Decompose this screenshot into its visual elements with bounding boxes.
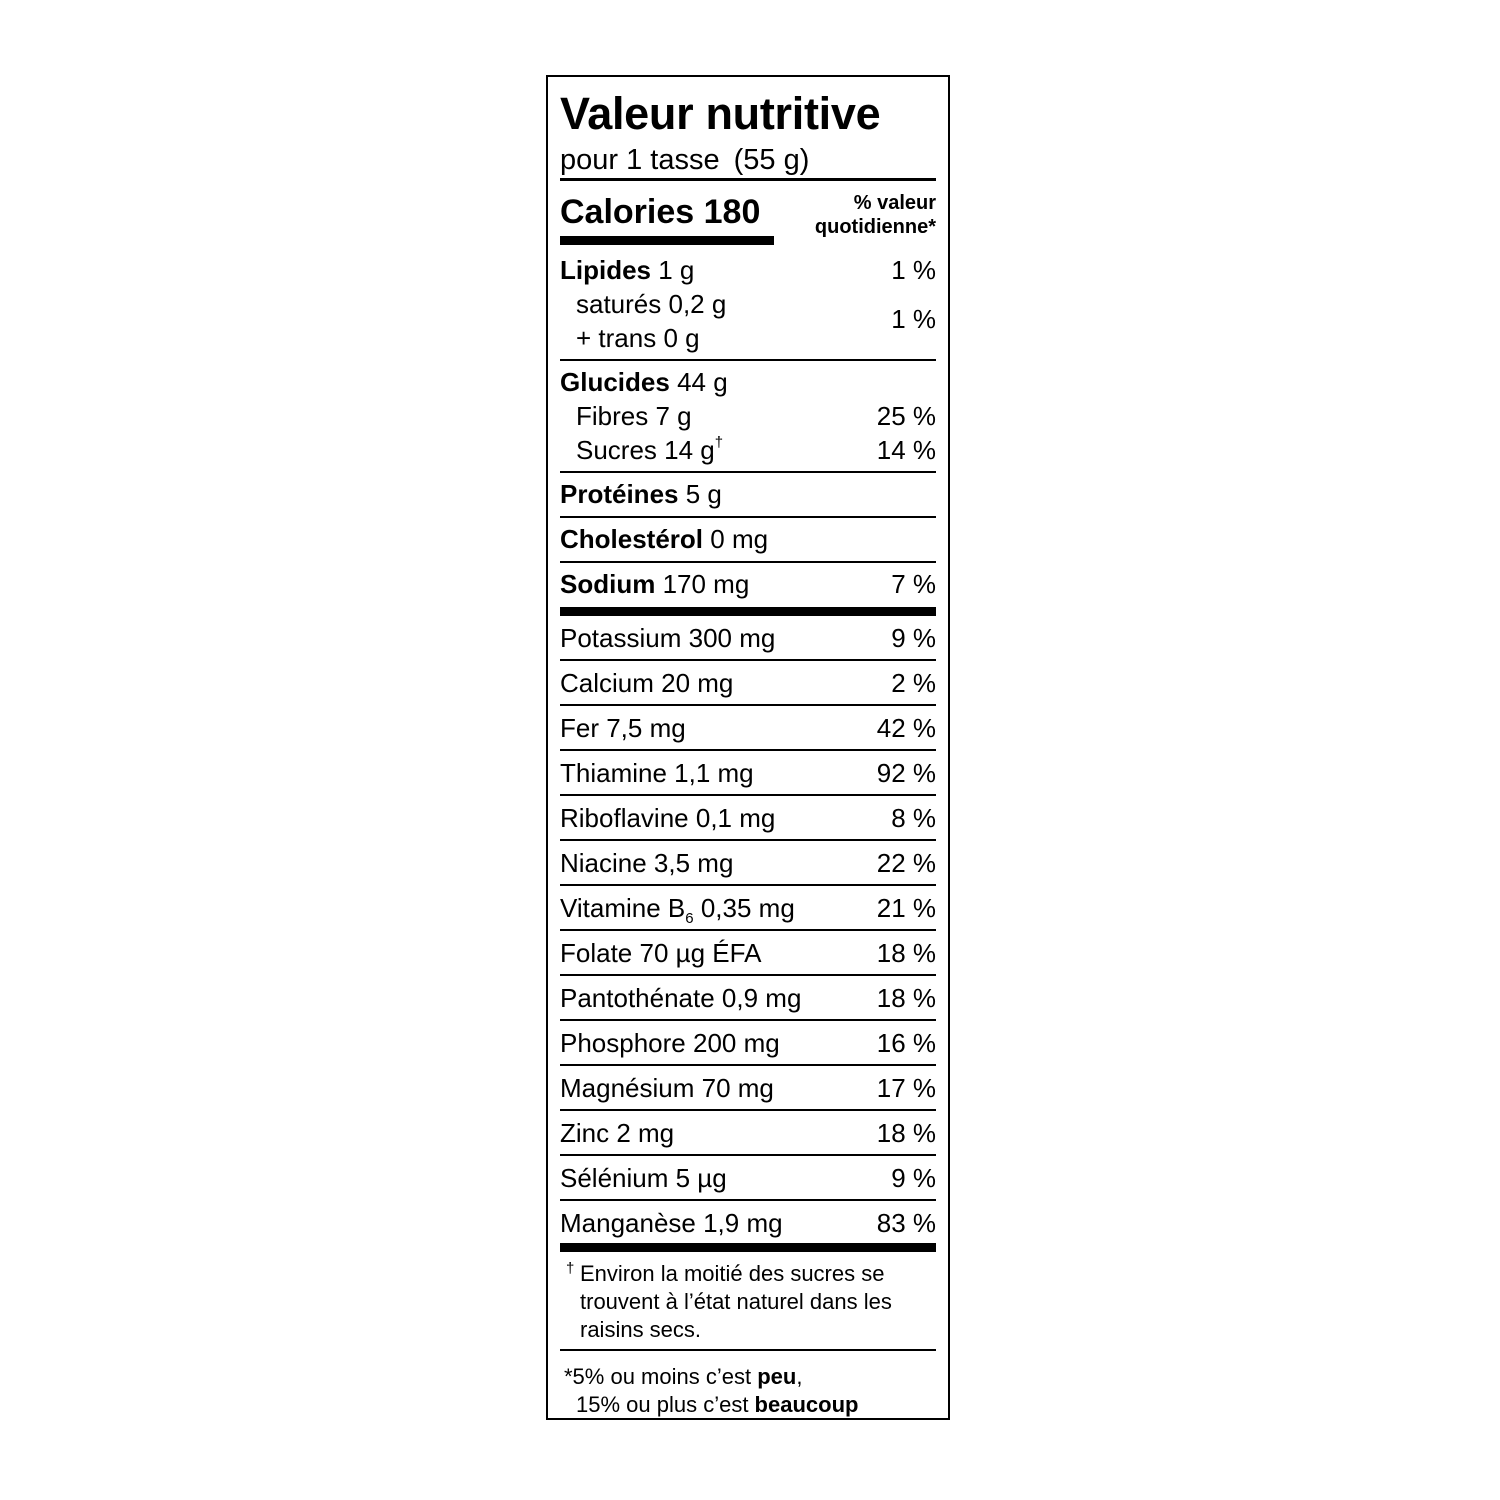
- protein-amount: 5 g: [685, 479, 722, 509]
- nutrient-rule: [560, 1154, 936, 1156]
- dv-note-line1: [564, 1363, 802, 1391]
- calories-line: [560, 192, 760, 232]
- nutrient-dv: 18 %: [876, 938, 936, 968]
- nutrient-rule: [560, 659, 936, 661]
- nutrient-label: Sélénium 5 µg: [560, 1163, 727, 1193]
- sugars-mark: †: [714, 434, 724, 451]
- calories-label: Calories: [560, 193, 695, 231]
- nutrient-rule: [560, 1199, 936, 1201]
- nutrient-label: Calcium 20 mg: [560, 668, 734, 698]
- nutrient-label: Riboflavine 0,1 mg: [560, 803, 776, 833]
- sodium-dv: 7 %: [891, 569, 936, 599]
- nutrient-rule: [560, 794, 936, 796]
- dv-header: [815, 191, 936, 239]
- calories-rule: [560, 236, 774, 245]
- nutrient-label-pre: Vitamine B: [560, 893, 686, 923]
- dv-header-line2: quotidienne*: [814, 216, 936, 238]
- dv-header-line1: % valeur: [853, 192, 936, 214]
- nutrient-label: Niacine 3,5 mg: [560, 848, 734, 878]
- fat-dv: 1 %: [891, 255, 936, 285]
- nutrient-rule: [560, 704, 936, 706]
- sugars-label: Sucres: [576, 435, 657, 465]
- nutrient-label-subscript: 6: [685, 910, 694, 927]
- nutrient-dv: 2 %: [891, 668, 936, 698]
- nutrient-dv: 22 %: [876, 848, 936, 878]
- nutrition-facts-panel: [546, 75, 950, 1420]
- protein-label: Protéines: [560, 479, 679, 509]
- fat-amount: 1 g: [658, 255, 695, 285]
- fibre-amount: 7 g: [655, 401, 692, 431]
- trans-label: + trans: [576, 323, 657, 353]
- nutrient-label: [560, 892, 795, 927]
- saturated-amount: 0,2 g: [668, 289, 727, 319]
- sodium-label: Sodium: [560, 569, 656, 599]
- carbs-label: Glucides: [560, 367, 670, 397]
- serving-amount: (55 g): [733, 144, 810, 176]
- serving-size: [560, 143, 823, 177]
- saturated-label: saturés: [576, 289, 662, 319]
- footnote-rule: [560, 1349, 936, 1351]
- protein-rule: [560, 516, 936, 518]
- nutrient-label: Manganèse 1,9 mg: [560, 1208, 783, 1238]
- nutrient-rule: [560, 1064, 936, 1066]
- serving-prefix: pour 1 tasse: [560, 144, 720, 176]
- nutrient-rule: [560, 929, 936, 931]
- nutrient-label-post: 0,35 mg: [693, 893, 795, 923]
- sodium-thick-rule: [560, 607, 936, 616]
- nutrient-label: Phosphore 200 mg: [560, 1028, 780, 1058]
- nutrient-label: Thiamine 1,1 mg: [560, 758, 754, 788]
- nutrient-rule: [560, 1019, 936, 1021]
- nutrient-dv: 18 %: [876, 1118, 936, 1148]
- nutrient-dv: 42 %: [876, 713, 936, 743]
- footnote-line: trouvent à l’état naturel dans les: [580, 1289, 892, 1314]
- nutrient-dv: 9 %: [891, 623, 936, 653]
- trans-amount: 0 g: [663, 323, 700, 353]
- nutrient-rule: [560, 974, 936, 976]
- fat-label: Lipides: [560, 255, 652, 285]
- dv-note-line2: [576, 1391, 858, 1419]
- nutrient-dv: 92 %: [876, 758, 936, 788]
- nutrient-label: Folate 70 µg ÉFA: [560, 938, 762, 968]
- serving-rule: [560, 178, 936, 181]
- dv-note-line1-text: *5% ou moins c’est: [564, 1364, 758, 1389]
- nutrient-dv: 8 %: [891, 803, 936, 833]
- panel-title: Valeur nutritive: [560, 88, 881, 139]
- cholesterol-label: Cholestérol: [560, 524, 704, 554]
- cholesterol-amount: 0 mg: [710, 524, 769, 554]
- nutrients-thick-rule: [560, 1243, 936, 1252]
- carbs-amount: 44 g: [677, 367, 728, 397]
- sugars-amount: 14 g: [664, 435, 715, 465]
- nutrient-dv: 9 %: [891, 1163, 936, 1193]
- nutrient-rule: [560, 1109, 936, 1111]
- nutrient-label: Fer 7,5 mg: [560, 713, 686, 743]
- nutrient-label: Magnésium 70 mg: [560, 1073, 774, 1103]
- nutrient-label: Pantothénate 0,9 mg: [560, 983, 802, 1013]
- dv-note-high: beaucoup: [754, 1392, 859, 1417]
- sodium-amount: 170 mg: [662, 569, 750, 599]
- dv-note-low: peu: [757, 1364, 797, 1389]
- carbs-rule: [560, 471, 936, 473]
- fibre-dv: 25 %: [876, 401, 936, 431]
- nutrient-dv: 16 %: [876, 1028, 936, 1058]
- nutrient-dv: 17 %: [876, 1073, 936, 1103]
- nutrient-dv: 18 %: [876, 983, 936, 1013]
- footnote-line: Environ la moitié des sucres se: [580, 1261, 885, 1286]
- footnote-mark: †: [566, 1260, 575, 1277]
- calories-value: 180: [703, 193, 761, 231]
- nutrient-label: Zinc 2 mg: [560, 1118, 675, 1148]
- nutrient-rule: [560, 839, 936, 841]
- nutrient-dv: 21 %: [876, 893, 936, 923]
- nutrient-rule: [560, 884, 936, 886]
- nutrient-dv: 83 %: [876, 1208, 936, 1238]
- nutrient-label: Potassium 300 mg: [560, 623, 776, 653]
- sat-trans-dv: 1 %: [891, 304, 936, 334]
- nutrient-rule: [560, 749, 936, 751]
- cholesterol-rule: [560, 561, 936, 563]
- sugars-dv: 14 %: [876, 435, 936, 465]
- fibre-label: Fibres: [576, 401, 649, 431]
- fat-rule: [560, 359, 936, 361]
- dv-note-line2-text: 15% ou plus c’est: [576, 1392, 755, 1417]
- footnote-line: raisins secs.: [580, 1317, 702, 1342]
- dv-note-line1-end: ,: [796, 1364, 803, 1389]
